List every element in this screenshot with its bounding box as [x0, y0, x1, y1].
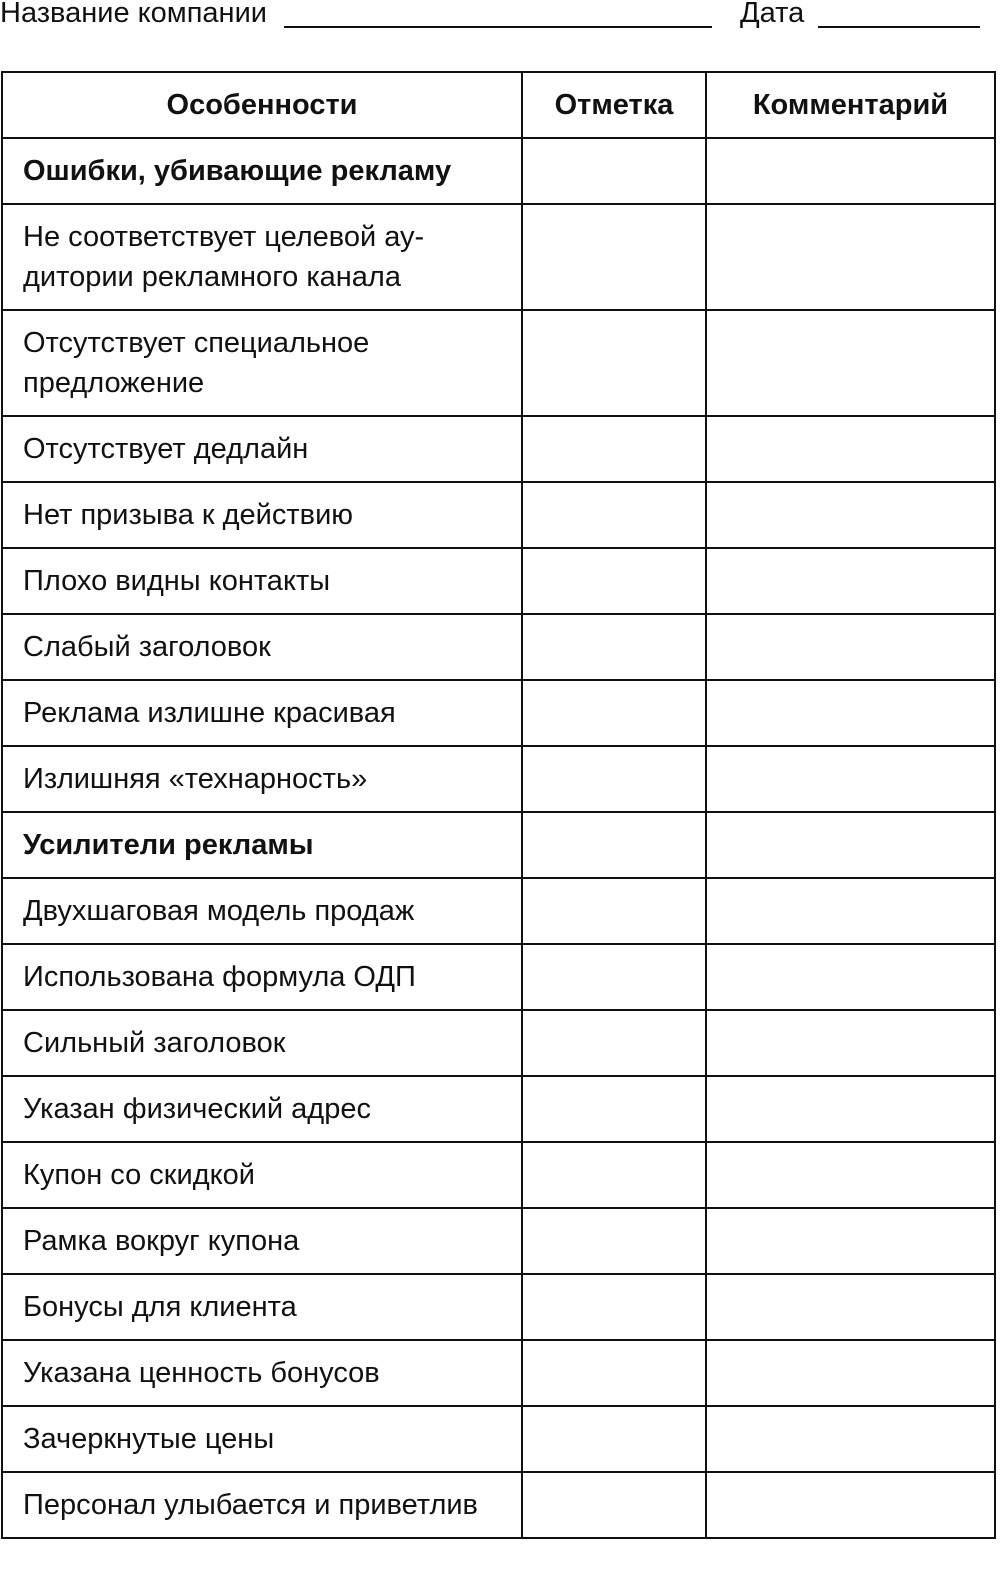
feature-cell: Использована формула ОДП [2, 944, 522, 1010]
feature-text-line: Отсутствует специальное [23, 327, 370, 359]
section-row [2, 812, 995, 878]
table-row [2, 310, 995, 416]
feature-cell [2, 204, 522, 310]
table-row [2, 1142, 995, 1208]
comment-cell[interactable] [706, 878, 995, 944]
mark-cell[interactable] [522, 614, 706, 680]
feature-cell: Купон со скидкой [2, 1142, 522, 1208]
company-name-label: Название компании [0, 0, 267, 29]
form-header [0, 0, 1000, 34]
comment-cell[interactable] [706, 1406, 995, 1472]
feature-cell: Слабый заголовок [2, 614, 522, 680]
comment-cell[interactable] [706, 482, 995, 548]
feature-cell: Указана ценность бонусов [2, 1340, 522, 1406]
comment-cell[interactable] [706, 1010, 995, 1076]
mark-cell[interactable] [522, 548, 706, 614]
comment-cell[interactable] [706, 1274, 995, 1340]
table-row [2, 416, 995, 482]
feature-text-line: дитории рекламного канала [23, 261, 401, 293]
mark-cell[interactable] [522, 944, 706, 1010]
table-row [2, 1208, 995, 1274]
comment-cell[interactable] [706, 614, 995, 680]
mark-cell[interactable] [522, 812, 706, 878]
mark-cell[interactable] [522, 1274, 706, 1340]
comment-cell[interactable] [706, 1340, 995, 1406]
feature-cell: Излишняя «технарность» [2, 746, 522, 812]
table-row [2, 1340, 995, 1406]
feature-cell: Зачеркнутые цены [2, 1406, 522, 1472]
comment-cell[interactable] [706, 310, 995, 416]
table-row [2, 1406, 995, 1472]
section-title: Ошибки, убивающие рекламу [2, 138, 522, 204]
column-header-features: Особенности [2, 72, 522, 138]
date-label: Дата [740, 0, 805, 29]
mark-cell[interactable] [522, 1010, 706, 1076]
table-row [2, 1010, 995, 1076]
table-row [2, 878, 995, 944]
mark-cell[interactable] [522, 1142, 706, 1208]
mark-cell[interactable] [522, 138, 706, 204]
company-name-blank[interactable] [284, 26, 712, 28]
mark-cell[interactable] [522, 1340, 706, 1406]
feature-cell: Реклама излишне красивая [2, 680, 522, 746]
comment-cell[interactable] [706, 680, 995, 746]
comment-cell[interactable] [706, 548, 995, 614]
section-row [2, 138, 995, 204]
feature-cell [2, 310, 522, 416]
mark-cell[interactable] [522, 878, 706, 944]
comment-cell[interactable] [706, 1076, 995, 1142]
table-row [2, 1472, 995, 1538]
comment-cell[interactable] [706, 138, 995, 204]
comment-cell[interactable] [706, 1208, 995, 1274]
mark-cell[interactable] [522, 1208, 706, 1274]
table-row [2, 680, 995, 746]
feature-text-line: предложение [23, 367, 205, 399]
table-row [2, 1274, 995, 1340]
table-header-row [2, 72, 995, 138]
comment-cell[interactable] [706, 204, 995, 310]
column-header-comment: Комментарий [706, 72, 995, 138]
comment-cell[interactable] [706, 944, 995, 1010]
feature-cell: Указан физический адрес [2, 1076, 522, 1142]
table-row [2, 548, 995, 614]
feature-text-line: Не соответствует целевой ау- [23, 221, 425, 253]
table-row [2, 1076, 995, 1142]
mark-cell[interactable] [522, 416, 706, 482]
feature-cell: Сильный заголовок [2, 1010, 522, 1076]
feature-cell: Нет призыва к действию [2, 482, 522, 548]
mark-cell[interactable] [522, 1472, 706, 1538]
table-row [2, 746, 995, 812]
feature-cell: Плохо видны контакты [2, 548, 522, 614]
table-row [2, 482, 995, 548]
feature-cell: Двухшаговая модель продаж [2, 878, 522, 944]
checklist-table [1, 71, 996, 1539]
comment-cell[interactable] [706, 746, 995, 812]
mark-cell[interactable] [522, 1076, 706, 1142]
mark-cell[interactable] [522, 482, 706, 548]
section-title: Усилители рекламы [2, 812, 522, 878]
table-row [2, 204, 995, 310]
feature-cell: Персонал улыбается и приветлив [2, 1472, 522, 1538]
date-blank[interactable] [818, 26, 980, 28]
mark-cell[interactable] [522, 680, 706, 746]
mark-cell[interactable] [522, 746, 706, 812]
feature-cell: Отсутствует дедлайн [2, 416, 522, 482]
comment-cell[interactable] [706, 416, 995, 482]
comment-cell[interactable] [706, 812, 995, 878]
mark-cell[interactable] [522, 310, 706, 416]
table-row [2, 614, 995, 680]
column-header-mark: Отметка [522, 72, 706, 138]
mark-cell[interactable] [522, 1406, 706, 1472]
mark-cell[interactable] [522, 204, 706, 310]
table-row [2, 944, 995, 1010]
comment-cell[interactable] [706, 1472, 995, 1538]
feature-cell: Рамка вокруг купона [2, 1208, 522, 1274]
feature-cell: Бонусы для клиента [2, 1274, 522, 1340]
comment-cell[interactable] [706, 1142, 995, 1208]
